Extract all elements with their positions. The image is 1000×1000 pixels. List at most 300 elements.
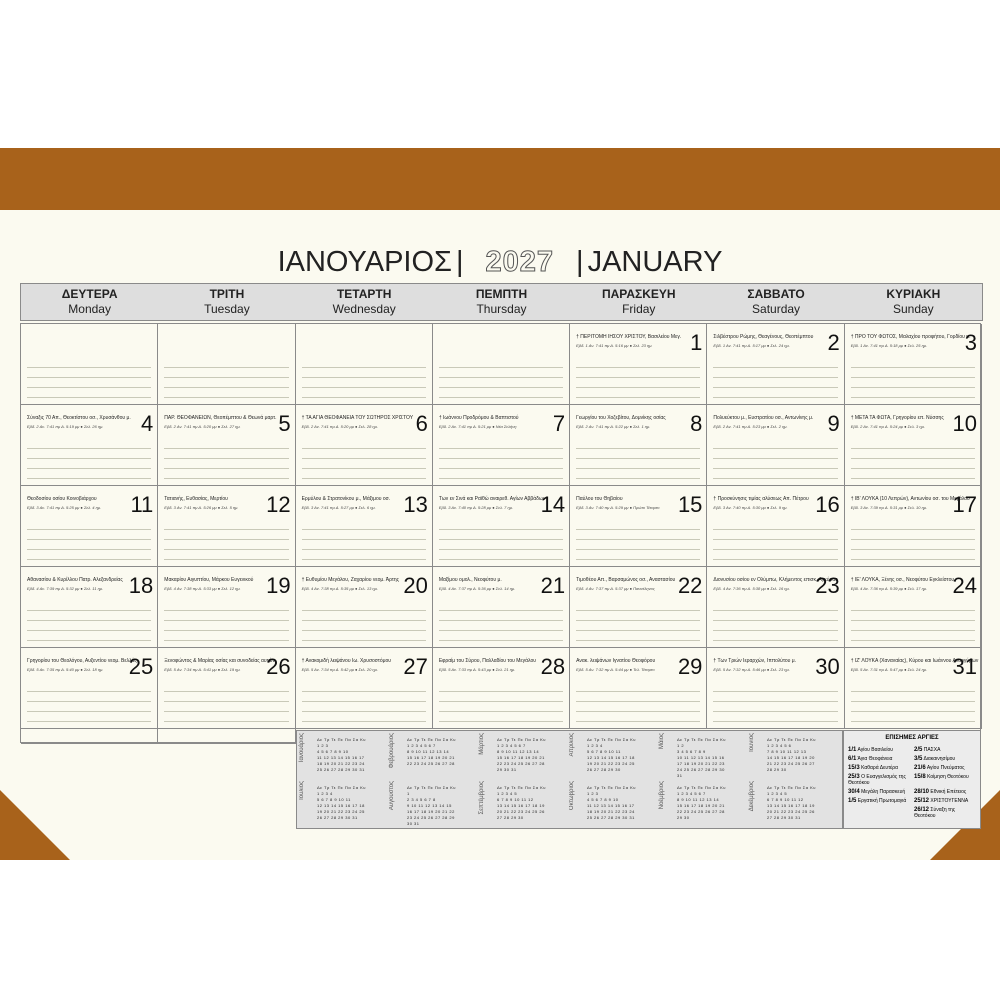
day-cell[interactable] [21,567,158,648]
day-feast: † ΙΖ' ΛΟΥΚΑ (Χαναναίας), Κύρου και Ιωάννου Αναργύρων [850,658,979,664]
mini-month-week: 2 3 4 5 6 7 8 [407,797,436,802]
weekday-header-cell [296,284,433,320]
note-lines [164,439,288,479]
weekday-greek: ΠΑΡΑΣΚΕΥΗ [601,287,676,301]
day-sun-info: Εβδ. 4 Αν. 7:38 πμ Δ. 5:35 μμ ● Σελ. 13 ημ. [301,586,378,591]
mini-month-week: 5 6 7 8 9 10 11 [317,797,351,802]
note-lines [164,358,288,398]
mini-month-week: 10 11 12 13 14 15 16 [677,755,725,760]
weekday-english: Wednesday [332,302,396,316]
holiday-name: Καθαρά Δευτέρα [861,765,899,771]
day-sun-info: Εβδ. 5 Αν. 7:35 πμ Δ. 5:40 μμ ● Σελ. 18 ημ. [27,667,104,672]
day-sun-info: Εβδ. 5 Αν. 7:32 πμ Δ. 5:46 μμ ● Σελ. 23 ημ. [713,667,790,672]
holiday-name: Εθνική Επέτειος [930,789,967,795]
note-lines [302,358,426,398]
weekday-header-cell [21,284,158,320]
mini-month-week: 12 13 14 15 16 17 18 [317,803,365,808]
mini-month-week: 18 19 20 21 22 23 24 [587,809,635,814]
day-feast: Μαξίμου ομολ., Νεοφύτου μ. [438,577,502,583]
day-cell[interactable] [21,648,158,729]
mini-month-week: 7 8 9 10 11 12 13 [767,749,807,754]
mini-month-name: Απρίλιος [569,733,575,757]
day-sun-info: Εβδ. 2 Αν. 7:41 πμ Δ. 5:20 μμ ● Σελ. 27 ημ. [164,424,241,429]
mini-month-week: 1 2 3 4 [317,791,333,796]
mini-month-week: 1 2 3 4 5 6 7 [407,743,436,748]
mini-month-name: Οκτώβριος [569,781,575,811]
day-cell[interactable] [707,405,844,486]
empty-day-cell[interactable] [158,324,295,405]
note-lines [302,682,426,722]
day-cell[interactable] [570,324,707,405]
mini-month-week: 6 7 8 9 10 11 12 [497,797,534,802]
day-feast: Διονυσίου οσίου εν Ολύμπω, Κλήμεντος επισκ. Αγκύρας [713,577,838,583]
mini-month [659,781,735,829]
weekday-header-cell [433,284,570,320]
day-cell[interactable] [570,648,707,729]
holiday-item [914,747,978,753]
day-sun-info: Εβδ. 1 Αν. 7:41 πμ Δ. 5:18 μμ ● Σελ. 25 ημ. [850,343,928,348]
mini-month [659,733,735,781]
mini-month-week: 4 5 6 7 8 9 10 [587,797,619,802]
day-number: 8 [690,411,703,436]
note-lines [576,601,700,641]
mini-month-week: 20 21 22 23 24 25 26 [497,809,545,814]
weekday-english: Thursday [476,302,527,316]
mini-month-week: 11 12 13 14 15 16 17 [587,803,635,808]
note-lines [302,601,426,641]
mini-month-week: 25 26 27 28 29 30 31 [587,815,635,820]
holiday-name: Κοίμηση Θεοτόκου [927,774,969,780]
title-greek-month: ΙΑΝΟΥΑΡΙΟΣ [277,245,452,278]
note-lines [302,439,426,479]
weekday-greek: ΣΑΒΒΑΤΟ [747,287,805,301]
day-cell[interactable] [845,324,982,405]
holiday-item [848,789,912,795]
mini-month-week: 31 [677,773,683,778]
day-cell[interactable] [570,567,707,648]
weekday-greek: ΔΕΥΤΕΡΑ [61,287,118,301]
holiday-item [914,798,978,804]
note-lines [713,682,837,722]
day-number: 3 [964,330,977,355]
holiday-date: 15/3 [848,765,860,771]
month-grid [20,323,981,743]
top-color-band [0,148,1000,210]
note-lines [851,682,975,722]
day-sun-info: Εβδ. 4 Αν. 7:38 πμ Δ. 5:33 μμ ● Σελ. 12 ημ. [164,586,241,591]
day-feast: Ερμύλου & Στρατονίκου μ., Μάξιμου οσ. [301,496,391,502]
mini-month-week: 1 [407,791,410,796]
holiday-item [914,807,978,819]
day-feast: Σύναξις 70 Απ., Θεοκτίστου οσ., Χρυσάνθου μ. [27,415,131,421]
holiday-item [848,807,912,819]
note-lines [851,439,975,479]
day-number: 25 [128,654,154,679]
mini-month-weekdays: Δε Τρ Τε Πε Πα Σα Κυ [767,737,816,742]
mini-month-week: 1 2 3 4 5 6 7 [497,743,526,748]
mini-month [569,781,645,829]
day-cell[interactable] [158,648,295,729]
holiday-date: 25/12 [914,798,930,804]
day-feast: Ξενοφώντος & Μαρίας οσίας και συνοδείας αυτών [164,658,275,664]
mini-month-week: 1 2 3 4 5 [497,791,518,796]
year-mini-calendars [296,730,843,829]
day-cell[interactable] [21,486,158,567]
day-cell[interactable] [433,486,570,567]
title-english-month: JANUARY [587,245,723,278]
note-lines [851,358,975,398]
day-number: 21 [540,573,566,598]
mini-month-name: Δεκέμβριος [749,781,755,812]
weekday-header-cell [570,284,707,320]
mini-month-week: 20 21 22 23 24 25 26 [767,809,815,814]
note-lines [713,439,837,479]
day-number: 7 [552,411,566,436]
day-feast: Θεοδοσίου οσίου Κοινοβιάρχου [27,496,97,502]
holiday-date: 25/3 [848,774,860,780]
mini-month [389,733,465,781]
day-number: 18 [128,573,154,598]
mini-month-name: Ιούλιος [299,781,305,800]
day-feast: Αθανασίου & Κυρίλλου Πατρ. Αλεξανδρείας [27,577,123,583]
day-cell[interactable] [158,405,295,486]
holiday-date: 2/5 [914,747,923,753]
mini-month-week: 19 20 21 22 23 24 25 [317,809,365,814]
mini-month-weekdays: Δε Τρ Τε Πε Πα Σα Κυ [677,785,726,790]
mini-month-weekdays: Δε Τρ Τε Πε Πα Σα Κυ [497,785,546,790]
day-feast: Γρηγορίου του Θεολόγου, Αυξεντίου νεομ. Βελλάς [27,658,137,664]
note-lines [439,520,563,560]
note-lines [27,682,151,722]
holidays-title: ΕΠΙΣΗΜΕΣ ΑΡΓΙΕΣ [885,735,939,741]
official-holidays-box [843,730,981,829]
holiday-date: 1/1 [848,747,857,753]
mini-month [749,733,825,781]
holiday-date: 15/8 [914,774,926,780]
day-cell[interactable] [21,405,158,486]
note-lines [851,520,975,560]
weekday-greek: ΚΥΡΙΑΚΗ [886,287,941,301]
mini-month-name: Μάιος [659,733,665,750]
day-sun-info: Εβδ. 3 Αν. 7:40 πμ Δ. 5:29 μμ ● Πρώτο Τέταρτο [576,505,660,510]
holiday-item [848,747,912,753]
day-number: 1 [690,330,703,355]
day-number: 26 [266,654,291,679]
day-number: 6 [415,411,428,436]
mini-month-week: 30 31 [407,821,420,826]
day-cell[interactable] [707,648,844,729]
day-cell[interactable] [845,648,982,729]
mini-month-week: 1 2 3 [587,791,599,796]
day-cell[interactable] [707,567,844,648]
mini-month-week: 1 2 3 [317,743,329,748]
holidays-list [848,747,978,819]
mini-month-week: 17 18 19 20 21 22 23 [677,761,725,766]
mini-month-week: 27 28 29 30 31 [767,815,801,820]
day-sun-info: Εβδ. 5 Αν. 7:34 πμ Δ. 5:42 μμ ● Σελ. 20 ημ. [301,667,378,672]
day-cell[interactable] [433,405,570,486]
mini-month-week: 11 12 13 14 15 16 17 [317,755,365,760]
day-cell[interactable] [845,486,982,567]
day-cell[interactable] [296,648,433,729]
day-sun-info: Εβδ. 4 Αν. 7:37 πμ Δ. 5:37 μμ ● Πανσέληνος [576,586,655,591]
day-cell[interactable] [570,405,707,486]
day-feast: Πολυεύκτου μ., Ευστρατίου οσ., Αντωνίνης μ. [713,415,814,421]
day-number: 24 [952,573,977,598]
holiday-item [848,765,912,771]
note-lines [27,601,151,641]
day-cell[interactable] [845,567,982,648]
holiday-date: 28/10 [914,789,930,795]
mini-month-name: Ιούνιος [749,733,755,752]
day-sun-info: Εβδ. 2 Αν. 7:41 πμ Δ. 5:23 μμ ● Σελ. 2 ημ. [713,424,788,429]
holiday-item [914,756,978,762]
mini-month-week: 19 20 21 22 23 24 25 [587,761,635,766]
title-separator-2: | [576,245,584,278]
holiday-item [848,756,912,762]
holiday-date: 3/5 [914,756,923,762]
day-number: 22 [677,573,703,598]
day-feast: Των εν Σινά και Ραϊθώ αναιρεθ. Αγίων Αββάδων [438,496,546,502]
mini-month-week: 1 2 3 4 5 [767,791,788,796]
weekday-english: Saturday [752,302,801,316]
day-feast: † Ιωάννου Προδρόμου & Βαπτιστού [438,415,519,421]
day-feast: Τιμοθέου Απ., Βαρσαμώνος οσ., Αναστασίου [576,577,676,583]
day-number: 10 [952,411,977,436]
day-feast: Σιλβέστρου Ρώμης, Θεαγένους, Θεοπέμπτου [713,334,814,340]
day-feast: ΠΑΡ. ΘΕΟΦΑΝΕΙΩΝ, Θεοπέμπτου & Θεωνά μαρτ. [164,415,277,421]
weekday-english: Tuesday [204,302,250,316]
day-number: 20 [403,573,428,598]
day-number: 5 [278,411,291,436]
note-lines [164,601,288,641]
day-sun-info: Εβδ. 5 Αν. 7:34 πμ Δ. 5:41 μμ ● Σελ. 19 ημ. [164,667,241,672]
mini-month-weekdays: Δε Τρ Τε Πε Πα Σα Κυ [317,737,366,742]
weekday-greek: ΤΡΙΤΗ [209,287,245,301]
weekday-header-cell [845,284,982,320]
mini-month-week: 9 10 11 12 13 14 15 [407,803,452,808]
holiday-name: ΠΑΣΧΑ [923,747,941,753]
empty-day-cell[interactable] [21,729,158,744]
holiday-name: Μεγάλη Παρασκευή [861,789,906,795]
day-number: 4 [141,411,154,436]
empty-day-cell[interactable] [158,729,295,744]
day-cell[interactable] [707,324,844,405]
day-number: 27 [403,654,428,679]
day-cell[interactable] [296,567,433,648]
day-cell[interactable] [158,567,295,648]
holiday-date: 21/6 [914,765,926,771]
day-cell[interactable] [433,567,570,648]
mini-month [479,781,555,829]
holiday-date: 6/1 [848,756,857,762]
day-cell[interactable] [296,486,433,567]
weekday-header-cell [707,284,844,320]
mini-month-week: 26 27 28 29 30 [587,767,621,772]
day-sun-info: Εβδ. 2 Αν. 7:41 πμ Δ. 5:20 μμ ● Σελ. 28 ημ. [301,424,378,429]
mini-month-week: 24 25 26 27 28 29 30 [677,767,725,772]
mini-month-week: 8 9 10 11 12 13 14 [407,749,450,754]
note-lines [576,682,700,722]
day-feast: † Των Τριών Ιεραρχών, Ιππολύτου μ. [713,658,797,664]
note-lines [164,682,288,722]
mini-month-week: 15 16 17 18 19 20 21 [677,803,725,808]
mini-month [299,781,375,829]
day-number: 31 [952,654,977,679]
day-number: 29 [677,654,703,679]
day-number: 15 [677,492,703,517]
mini-month-name: Σεπτέμβριος [479,781,485,815]
note-lines [576,439,700,479]
mini-month-week: 15 16 17 18 19 20 21 [497,755,545,760]
holiday-date: 1/5 [848,798,857,804]
day-number: 13 [403,492,428,517]
mini-month-week: 15 16 17 18 19 20 21 [407,755,455,760]
day-number: 19 [266,573,291,598]
mini-month-weekdays: Δε Τρ Τε Πε Πα Σα Κυ [677,737,726,742]
day-cell[interactable] [296,405,433,486]
mini-month [749,781,825,829]
note-lines [439,601,563,641]
mini-month [479,733,555,781]
mini-month-week: 12 13 14 15 16 17 18 [587,755,635,760]
day-sun-info: Εβδ. 3 Αν. 7:41 πμ Δ. 5:26 μμ ● Σελ. 5 ημ. [164,505,239,510]
day-number: 2 [827,330,840,355]
holiday-item [914,765,978,771]
mini-month [299,733,375,781]
day-sun-info: Εβδ. 1 Αν. 7:41 πμ Δ. 5:17 μμ ● Σελ. 24 ημ. [713,343,790,348]
mini-month-week: 22 23 24 25 26 27 28 [407,761,455,766]
mini-month [389,781,465,829]
note-lines [713,358,837,398]
note-lines [164,520,288,560]
holiday-name: Αγίου Πνεύματος [926,765,965,771]
day-number: 28 [540,654,566,679]
note-lines [27,439,151,479]
day-sun-info: Εβδ. 2 Αν. 7:41 πμ Δ. 5:19 μμ ● Σελ. 26 ημ. [27,424,104,429]
holiday-name: Αγίου Βασιλείου [857,747,894,753]
mini-month-week: 1 2 [677,743,685,748]
mini-month-week: 4 5 6 7 8 9 10 [317,749,349,754]
day-feast: † ΠΡΟ ΤΟΥ ΦΩΤΟΣ, Μαλαχίου προφήτου, Γορδίου μ. [850,334,971,340]
mini-month [569,733,645,781]
day-cell[interactable] [433,648,570,729]
mini-month-week: 1 2 3 4 5 6 [767,743,792,748]
holiday-item [848,774,912,786]
mini-month-name: Ιανουάριος [299,733,305,763]
mini-month-weekdays: Δε Τρ Τε Πε Πα Σα Κυ [317,785,366,790]
day-sun-info: Εβδ. 3 Αν. 7:40 πμ Δ. 5:30 μμ ● Σελ. 9 ημ. [713,505,788,510]
empty-day-cell[interactable] [296,324,433,405]
mini-month-week: 5 6 7 8 9 10 11 [587,749,621,754]
mini-month-week: 29 30 31 [497,767,517,772]
weekday-english: Sunday [892,302,934,316]
mini-month-weekdays: Δε Τρ Τε Πε Πα Σα Κυ [587,785,636,790]
day-feast: Τατιανής, Ευθασίας, Μερτίου [164,496,228,502]
mini-month-week: 13 14 15 16 17 18 19 [767,803,815,808]
weekday-greek: ΤΕΤΑΡΤΗ [336,287,392,301]
day-number: 17 [952,492,977,517]
note-lines [576,520,700,560]
calendar-title [0,244,1000,280]
mini-month-weekdays: Δε Τρ Τε Πε Πα Σα Κυ [767,785,816,790]
weekday-greek: ΠΕΜΠΤΗ [475,287,528,301]
day-sun-info: Εβδ. 4 Αν. 7:36 πμ Δ. 5:38 μμ ● Σελ. 16 ημ. [713,586,790,591]
mini-month-week: 8 9 10 11 12 13 14 [677,797,720,802]
mini-month-name: Μάρτιος [479,733,485,755]
empty-day-cell[interactable] [21,324,158,405]
empty-day-cell[interactable] [433,324,570,405]
day-sun-info: Εβδ. 2 Αν. 7:41 πμ Δ. 5:24 μμ ● Σελ. 3 ημ. [850,424,925,429]
day-sun-info: Εβδ. 3 Αν. 7:41 πμ Δ. 5:25 μμ ● Σελ. 4 ημ. [27,505,102,510]
mini-month-week: 16 17 18 19 20 21 22 [407,809,455,814]
day-feast: † ΜΕΤΑ ΤΑ ΦΩΤΑ, Γρηγορίου επ. Νύσσης [850,415,944,421]
note-lines [439,358,563,398]
day-feast: † Προσκύνησις τιμίας αλύσεως Απ. Πέτρου [713,496,809,502]
mini-month-week: 25 26 27 28 29 30 31 [317,767,365,772]
holiday-name: Ο Ευαγγελισμός της Θεοτόκου [848,774,906,786]
day-sun-info: Εβδ. 2 Αν. 7:41 πμ Δ. 5:22 μμ ● Σελ. 1 ημ. [576,424,651,429]
weekday-header [20,283,983,321]
weekday-english: Friday [622,302,656,316]
mini-month-week: 6 7 8 9 10 11 12 [767,797,804,802]
day-feast: † ΙΒ' ΛΟΥΚΑ (10 Λεπρών), Αντωνίου οσ. του Μεγάλου [850,496,970,502]
day-sun-info: Εβδ. 3 Αν. 7:40 πμ Δ. 5:28 μμ ● Σελ. 7 ημ. [438,505,514,510]
holiday-item [848,798,912,804]
day-sun-info: Εβδ. 4 Αν. 7:39 πμ Δ. 5:32 μμ ● Σελ. 11 ημ. [27,586,104,591]
mini-month-week: 3 4 5 6 7 8 9 [677,749,706,754]
day-sun-info: Εβδ. 3 Αν. 7:39 πμ Δ. 5:31 μμ ● Σελ. 10 ημ. [850,505,928,510]
day-number: 23 [815,573,840,598]
mini-month-name: Αύγουστος [389,781,395,811]
mini-month-weekdays: Δε Τρ Τε Πε Πα Σα Κυ [407,785,456,790]
holiday-item [914,789,978,795]
mini-month-week: 29 30 [677,815,690,820]
holiday-date: 26/12 [914,807,930,813]
day-sun-info: Εβδ. 5 Αν. 7:33 πμ Δ. 5:43 μμ ● Σελ. 21 ημ. [438,667,516,672]
holiday-name: Διακαινησίμου [923,756,956,762]
note-lines [713,601,837,641]
note-lines [27,520,151,560]
note-lines [27,358,151,398]
mini-month-weekdays: Δε Τρ Τε Πε Πα Σα Κυ [497,737,546,742]
day-feast: Ανακ. λειψάνων Ιγνατίου Θεοφόρου [576,658,656,664]
title-separator-1: | [455,245,464,278]
holiday-name: ΧΡΙΣΤΟΥΓΕΝΝΑ [930,798,969,804]
day-number: 30 [815,654,840,679]
mini-month-week: 14 15 16 17 18 19 20 [767,755,815,760]
mini-month-week: 21 22 23 24 25 26 27 [767,761,815,766]
mini-month-week: 18 19 20 21 22 23 24 [317,761,365,766]
mini-month-week: 22 23 24 25 26 27 28 [677,809,725,814]
mini-month-weekdays: Δε Τρ Τε Πε Πα Σα Κυ [407,737,456,742]
day-cell[interactable] [707,486,844,567]
day-cell[interactable] [845,405,982,486]
day-sun-info: Εβδ. 5 Αν. 7:32 πμ Δ. 5:44 μμ ● Τελ. Τέταρτο [576,667,655,672]
day-number: 14 [540,492,566,517]
day-feast: Εφραίμ του Σύρου, Παλλαδίου του Μεγάλου [438,658,536,664]
day-number: 9 [827,411,840,436]
note-lines [302,520,426,560]
day-cell[interactable] [570,486,707,567]
note-lines [576,358,700,398]
mini-month-week: 23 24 25 26 27 28 29 [407,815,455,820]
holiday-item [914,774,978,786]
day-number: 16 [815,492,840,517]
day-cell[interactable] [158,486,295,567]
mini-month-week: 28 29 30 [767,767,787,772]
day-feast: † Ανακομιδή λειψάνου Ιω. Χρυσοστόμου [301,658,392,664]
